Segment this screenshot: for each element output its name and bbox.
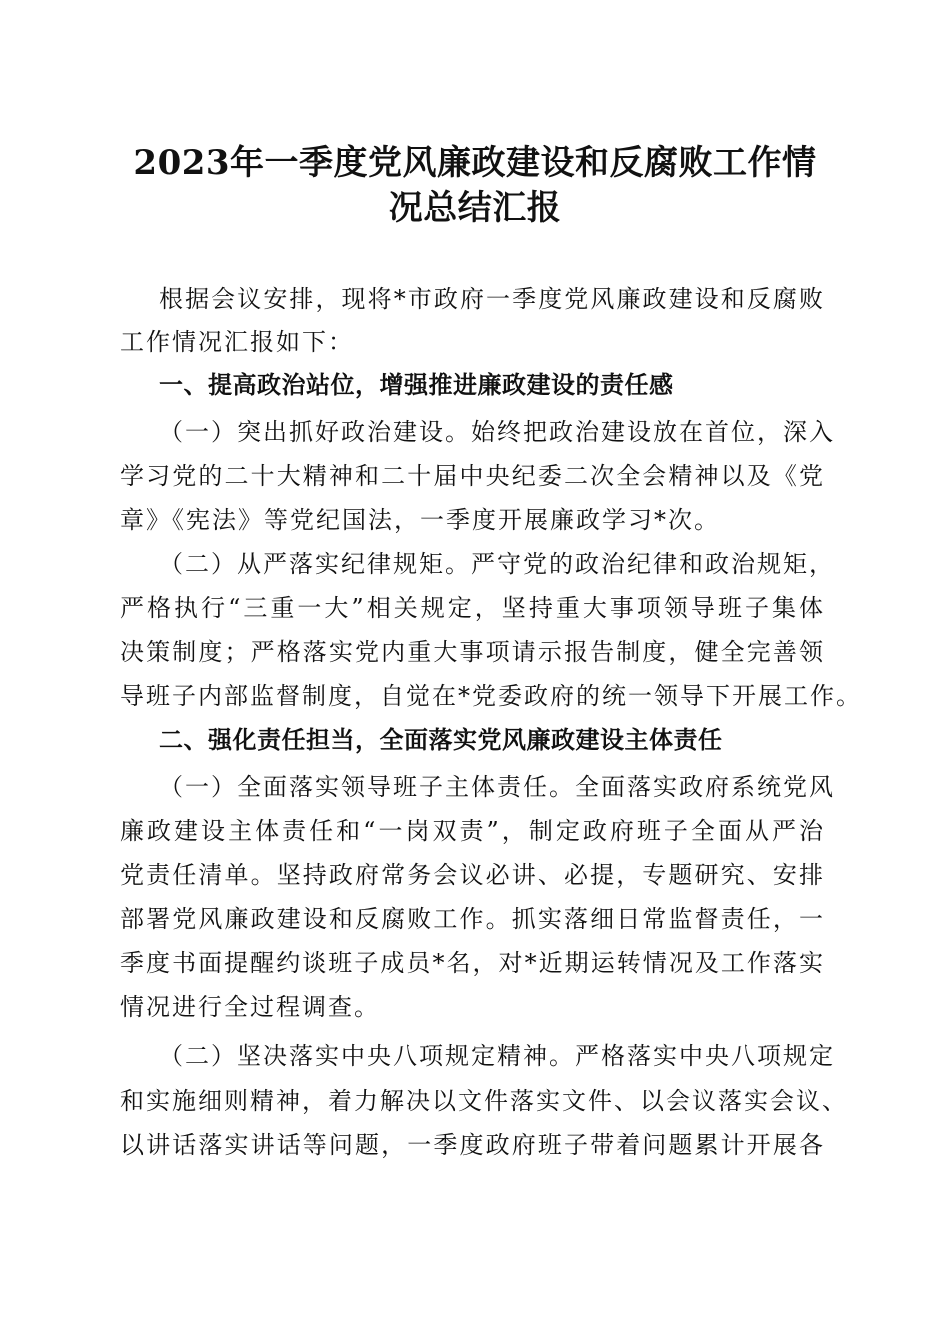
- section-2-item-1-line-6: 情况进行全过程调查。: [120, 993, 380, 1021]
- section-1-item-1-line-3: 章》《宪法》等党纪国法，一季度开展廉政学习*次。: [120, 506, 720, 534]
- section-2-item-1-line-3: 党责任清单。坚持政府常务会议必讲、必提，专题研究、安排: [120, 861, 825, 889]
- section-1-item-2-line-2: 严格执行“三重一大”相关规定，坚持重大事项领导班子集体: [120, 594, 825, 622]
- section-2-item-1-line-4: 部署党风廉政建设和反腐败工作。抓实落细日常监督责任，一: [120, 905, 825, 933]
- section-2-item-2-line-1: （二）坚决落实中央八项规定精神。严格落实中央八项规定: [159, 1042, 835, 1070]
- section-1-heading: 一、提高政治站位，增强推进廉政建设的责任感: [159, 371, 674, 399]
- section-2-item-2-line-3: 以讲话落实讲话等问题，一季度政府班子带着问题累计开展各: [120, 1131, 825, 1159]
- section-2-item-1-line-5: 季度书面提醒约谈班子成员*名，对*近期运转情况及工作落实: [120, 949, 825, 977]
- section-1-item-2-line-1: （二）从严落实纪律规矩。严守党的政治纪律和政治规矩，: [159, 550, 835, 578]
- section-2-heading: 二、强化责任担当，全面落实党风廉政建设主体责任: [159, 726, 723, 754]
- intro-paragraph-line-1: 根据会议安排，现将*市政府一季度党风廉政建设和反腐败: [159, 285, 825, 313]
- section-1-item-1-line-1: （一）突出抓好政治建设。始终把政治建设放在首位，深入: [159, 418, 835, 446]
- section-2-item-1-line-2: 廉政建设主体责任和“一岗双责”，制定政府班子全面从严治: [120, 817, 825, 845]
- section-1-item-2-line-3: 决策制度；严格落实党内重大事项请示报告制度，健全完善领: [120, 638, 825, 666]
- document-title-line-1: 2023年一季度党风廉政建设和反腐败工作情: [133, 143, 817, 183]
- section-2-item-2-line-2: 和实施细则精神，着力解决以文件落实文件、以会议落实会议、: [120, 1087, 848, 1115]
- section-1-item-1-line-2: 学习党的二十大精神和二十届中央纪委二次全会精神以及《党: [120, 462, 825, 490]
- section-2-item-1-line-1: （一）全面落实领导班子主体责任。全面落实政府系统党风: [159, 773, 835, 801]
- section-1-item-2-line-4: 导班子内部监督制度，自觉在*党委政府的统一领导下开展工作。: [120, 682, 862, 710]
- intro-paragraph-line-2: 工作情况汇报如下：: [120, 328, 354, 356]
- document-title-line-2: 况总结汇报: [388, 188, 562, 228]
